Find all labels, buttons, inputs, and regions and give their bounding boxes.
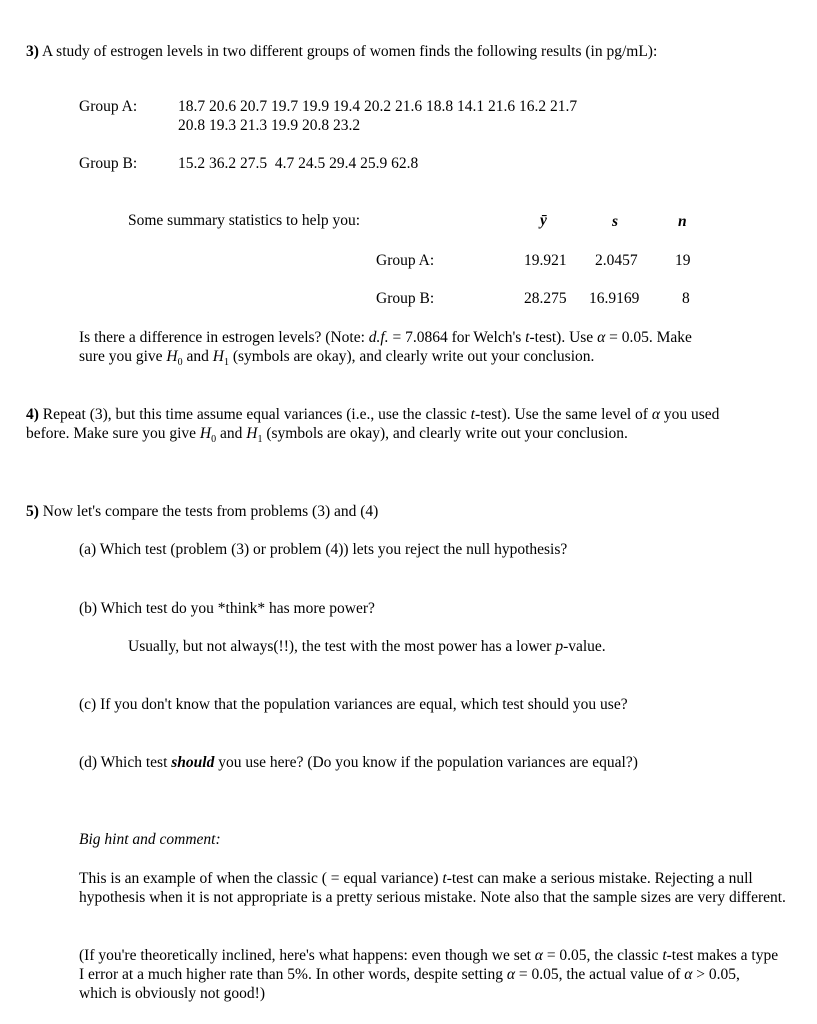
q3-text-2a: sure you give [79, 348, 167, 365]
stats-row-a-ybar: 19.921 [524, 252, 567, 269]
q4-alpha: α [651, 406, 660, 423]
q3-h0-sub: 0 [177, 357, 183, 369]
problem-5d [79, 753, 638, 772]
q5d-a: (d) Which test [79, 754, 172, 771]
group-b-data-text: 15.2 36.2 27.5 4.7 24.5 29.4 25.9 62.8 [178, 155, 419, 172]
header-n: n [678, 213, 687, 230]
q3-text-1b: = 7.0864 for Welch's [388, 329, 526, 346]
hint-p1-b: -test can make a serious mistake. Rejecting a null hypothesis when it is not appropriate is a pretty serious mistake. Note also that the sample sizes are very different. [79, 870, 786, 906]
hint-p2-e: > 0.05, which is obviously not good!) [79, 966, 740, 1002]
q3-df: d.f. [368, 329, 389, 346]
problem-3-question-line1 [79, 328, 692, 347]
problem-3-intro [26, 42, 657, 61]
hint-p2-alpha1: α [534, 947, 543, 964]
q3-t: t [525, 329, 530, 346]
q3-h0: H [166, 348, 178, 365]
q4-text-2a: before. Make sure you give [26, 425, 200, 442]
stats-row-a-n: 19 [675, 252, 691, 269]
problem-4-line1 [26, 405, 719, 424]
q3-and: and [182, 348, 213, 365]
summary-label: Some summary statistics to help you: [128, 212, 361, 229]
problem-5b: (b) Which test do you *think* has more power? [79, 600, 375, 617]
hint-p2-a: (If you're theoretically inclined, here's what happens: even though we set [79, 947, 535, 964]
hint-paragraph-1 [79, 869, 789, 907]
hint-p2-c: -test makes a type I error at a much higher rate than 5%. In other words, despite setting [79, 947, 779, 983]
q3-alpha: α [597, 329, 606, 346]
q3-text-1c: -test). Use [529, 329, 598, 346]
group-b-label: Group B: [79, 155, 138, 172]
problem-5-intro-text: Now let's compare the tests from problems (3) and (4) [38, 503, 379, 520]
q5b-note-a: Usually, but not always(!!), the test with the most power has a lower [128, 638, 556, 655]
q4-and: and [216, 425, 247, 442]
problem-3-intro-text: A study of estrogen levels in two different groups of women finds the following results (in pg/mL): [41, 43, 658, 60]
hint-p1-a: This is an example of when the classic ( = equal variance) [79, 870, 443, 887]
stats-row-a-s: 2.0457 [595, 252, 638, 269]
hint-title [79, 830, 221, 849]
q4-h1-sub: 1 [257, 434, 263, 446]
group-a-label: Group A: [79, 98, 138, 115]
q4-text-2b: (symbols are okay), and clearly write out your conclusion. [262, 425, 628, 442]
problem-3-question-line2 [79, 347, 594, 372]
q4-h0-sub: 0 [211, 434, 217, 446]
hint-p2-alpha3: α [684, 966, 693, 983]
q4-h0: H [199, 425, 212, 442]
problem-4-line2 [26, 424, 628, 449]
q5d-b: you use here? (Do you know if the population variances are equal?) [214, 754, 638, 771]
stats-row-b-s: 16.9169 [589, 290, 640, 307]
problem-5c: (c) If you don't know that the population variances are equal, which test should you use? [79, 696, 628, 713]
group-b-data [178, 154, 418, 173]
q5b-note-p: p [555, 638, 564, 655]
stats-row-b-n: 8 [682, 290, 690, 307]
q5d-should: should [171, 754, 215, 771]
problem-5-number: 5) [26, 503, 39, 520]
hint-p2-d: = 0.05, the actual value of [514, 966, 685, 983]
hint-paragraph-2 [79, 946, 779, 1003]
stats-row-a-label: Group A: [376, 252, 435, 269]
group-a-data-line1: 18.7 20.6 20.7 19.7 19.9 19.4 20.2 21.6 18.8 14.1 21.6 16.2 21.7 [178, 98, 578, 115]
q4-text-1a: Repeat (3), but this time assume equal variances (i.e., use the classic [38, 406, 471, 423]
q4-h1: H [246, 425, 258, 442]
q3-text-2b: (symbols are okay), and clearly write out your conclusion. [228, 348, 595, 365]
q3-text-1d: = 0.05. Make [605, 329, 692, 346]
hint-p2-t: t [662, 947, 667, 964]
header-ybar: ȳ [540, 212, 547, 229]
group-a-data-line2: 20.8 19.3 21.3 19.9 20.8 23.2 [178, 117, 361, 134]
q4-text-1b: -test). Use the same level of [474, 406, 652, 423]
problem-5-intro [26, 502, 378, 521]
problem-5b-note [128, 637, 606, 656]
hint-p1-t: t [442, 870, 447, 887]
q4-t: t [470, 406, 475, 423]
hint-p2-alpha2: α [506, 966, 515, 983]
q5b-note-b: -value. [563, 638, 606, 655]
hint-p2-b: = 0.05, the classic [542, 947, 663, 964]
stats-row-b-ybar: 28.275 [524, 290, 567, 307]
problem-5a: (a) Which test (problem (3) or problem (4)) lets you reject the null hypothesis? [79, 541, 568, 558]
q3-h1-sub: 1 [223, 357, 229, 369]
problem-3-number: 3) [26, 43, 39, 60]
header-s: s [612, 213, 619, 230]
stats-row-b-label: Group B: [376, 290, 435, 307]
q3-text-1a: Is there a difference in estrogen levels? (Note: [79, 329, 369, 346]
q3-h1: H [212, 348, 224, 365]
problem-4-number: 4) [26, 406, 39, 423]
q4-text-1c: you used [660, 406, 720, 423]
hint-title-text: Big hint and comment: [79, 831, 221, 848]
